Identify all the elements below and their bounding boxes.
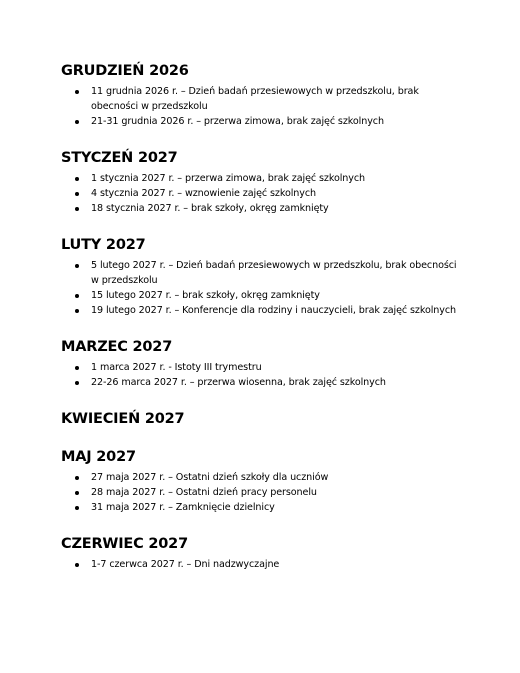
list-item [61,375,461,390]
month-section-june-2027 [61,535,461,572]
bullet-icon [75,366,79,370]
bullet-icon [75,506,79,510]
event-text: 1 marca 2027 r. - Istoty III trymestru [91,362,262,373]
bullet-icon [75,491,79,495]
event-list [61,171,461,216]
event-text: 1-7 czerwca 2027 r. – Dni nadzwyczajne [91,559,280,570]
month-heading: STYCZEŃ 2027 [61,150,178,166]
month-section-december-2026 [61,62,461,129]
event-text: 15 lutego 2027 r. – brak szkoły, okręg zamknięty [91,290,320,301]
month-section-april-2027 [61,410,461,428]
event-list [61,84,461,129]
month-heading: MAJ 2027 [61,449,136,465]
list-item [61,303,461,318]
list-item [61,288,461,303]
month-heading: CZERWIEC 2027 [61,536,188,552]
bullet-icon [75,120,79,124]
event-text: 27 maja 2027 r. – Ostatni dzień szkoły dla uczniów [91,472,329,483]
event-text: 21-31 grudnia 2026 r. – przerwa zimowa, brak zajęć szkolnych [91,116,384,127]
month-section-may-2027 [61,448,461,515]
bullet-icon [75,264,79,268]
event-text: 5 lutego 2027 r. – Dzień badań przesiewowych w przedszkolu, brak obecności w przedszkolu [91,260,457,286]
month-heading: LUTY 2027 [61,237,146,253]
list-item [61,201,461,216]
event-text: 22-26 marca 2027 r. – przerwa wiosenna, brak zajęć szkolnych [91,377,386,388]
event-text: 18 stycznia 2027 r. – brak szkoły, okręg zamknięty [91,203,329,214]
event-text: 31 maja 2027 r. – Zamknięcie dzielnicy [91,502,275,513]
bullet-icon [75,381,79,385]
bullet-icon [75,294,79,298]
bullet-icon [75,309,79,313]
bullet-icon [75,90,79,94]
month-heading: MARZEC 2027 [61,339,173,355]
list-item [61,360,461,375]
event-list [61,360,461,390]
event-text: 28 maja 2027 r. – Ostatni dzień pracy personelu [91,487,317,498]
month-heading: GRUDZIEŃ 2026 [61,63,189,79]
list-item [61,470,461,485]
list-item [61,557,461,572]
month-section-february-2027 [61,236,461,318]
list-item [61,171,461,186]
bullet-icon [75,207,79,211]
event-list [61,258,461,318]
list-item [61,500,461,515]
list-item [61,186,461,201]
list-item [61,84,461,114]
event-list [61,470,461,515]
bullet-icon [75,476,79,480]
month-heading: KWIECIEŃ 2027 [61,411,185,427]
month-section-january-2027 [61,149,461,216]
list-item [61,485,461,500]
bullet-icon [75,192,79,196]
event-text: 1 stycznia 2027 r. – przerwa zimowa, brak zajęć szkolnych [91,173,366,184]
bullet-icon [75,563,79,567]
event-text: 4 stycznia 2027 r. – wznowienie zajęć szkolnych [91,188,316,199]
month-section-march-2027 [61,338,461,390]
event-text: 11 grudnia 2026 r. – Dzień badań przesiewowych w przedszkolu, brak obecności w przedszkolu [91,86,419,112]
list-item [61,114,461,129]
bullet-icon [75,177,79,181]
event-list [61,557,461,572]
calendar-document [61,62,461,572]
list-item [61,258,461,288]
event-text: 19 lutego 2027 r. – Konferencje dla rodziny i nauczycieli, brak zajęć szkolnych [91,305,457,316]
